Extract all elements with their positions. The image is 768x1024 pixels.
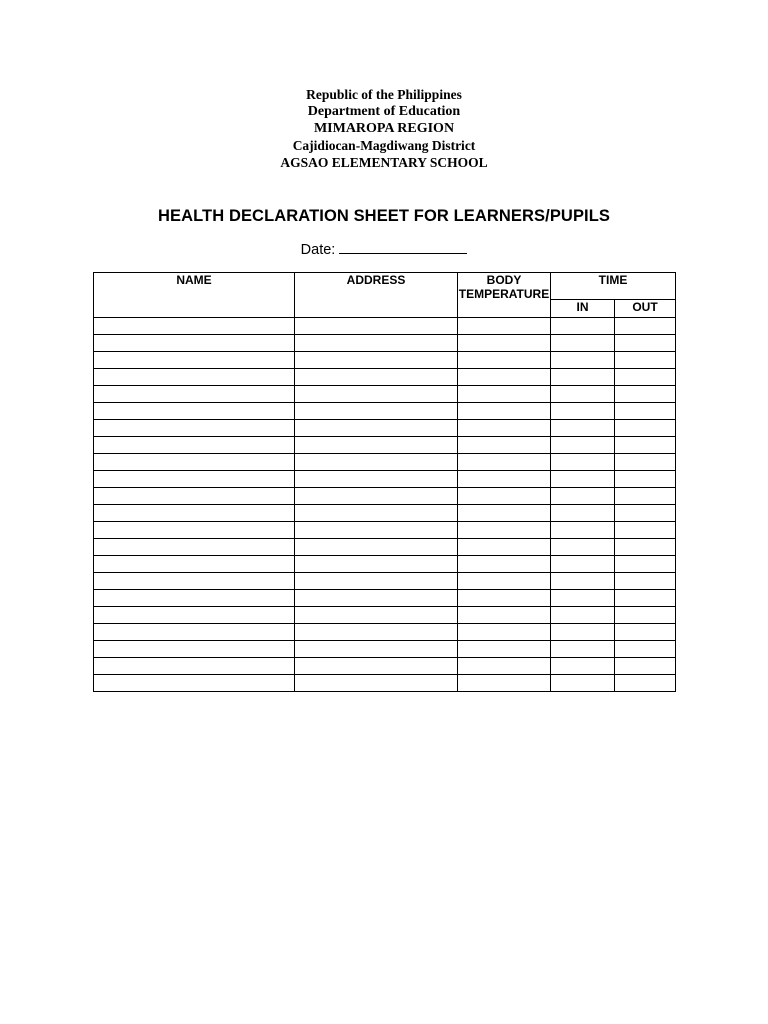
cell-name[interactable] (94, 386, 295, 403)
date-label: Date: (300, 242, 336, 258)
cell-out[interactable] (615, 403, 676, 420)
table-row (94, 522, 676, 539)
cell-name[interactable] (94, 522, 295, 539)
cell-address[interactable] (295, 556, 458, 573)
cell-out[interactable] (615, 488, 676, 505)
cell-temperature[interactable] (458, 505, 551, 522)
table-row (94, 335, 676, 352)
cell-name[interactable] (94, 454, 295, 471)
cell-name[interactable] (94, 437, 295, 454)
cell-out[interactable] (615, 471, 676, 488)
cell-in[interactable] (551, 658, 615, 675)
header-time-in: IN (551, 300, 615, 318)
cell-address[interactable] (295, 539, 458, 556)
header-time: TIME (551, 273, 676, 300)
cell-out[interactable] (615, 369, 676, 386)
header-time-out: OUT (615, 300, 676, 318)
table-row (94, 641, 676, 658)
cell-temperature[interactable] (458, 556, 551, 573)
cell-temperature[interactable] (458, 335, 551, 352)
table-row (94, 420, 676, 437)
cell-name[interactable] (94, 607, 295, 624)
cell-in[interactable] (551, 641, 615, 658)
cell-in[interactable] (551, 335, 615, 352)
cell-in[interactable] (551, 403, 615, 420)
cell-temperature[interactable] (458, 471, 551, 488)
table-row (94, 454, 676, 471)
cell-address[interactable] (295, 335, 458, 352)
table-row (94, 624, 676, 641)
cell-in[interactable] (551, 505, 615, 522)
cell-name[interactable] (94, 488, 295, 505)
cell-out[interactable] (615, 556, 676, 573)
cell-out[interactable] (615, 624, 676, 641)
cell-temperature[interactable] (458, 454, 551, 471)
cell-address[interactable] (295, 675, 458, 692)
cell-address[interactable] (295, 658, 458, 675)
cell-temperature[interactable] (458, 658, 551, 675)
table-row (94, 505, 676, 522)
cell-address[interactable] (295, 641, 458, 658)
cell-in[interactable] (551, 624, 615, 641)
cell-temperature[interactable] (458, 318, 551, 335)
table-row (94, 318, 676, 335)
cell-temperature[interactable] (458, 352, 551, 369)
letterhead-department: Department of Education (307, 104, 461, 119)
cell-name[interactable] (94, 573, 295, 590)
cell-temperature[interactable] (458, 522, 551, 539)
header-body-temperature (458, 273, 551, 318)
cell-out[interactable] (615, 335, 676, 352)
cell-out[interactable] (615, 675, 676, 692)
cell-in[interactable] (551, 386, 615, 403)
cell-out[interactable] (615, 590, 676, 607)
cell-in[interactable] (551, 675, 615, 692)
table-row (94, 607, 676, 624)
cell-out[interactable] (615, 641, 676, 658)
cell-address[interactable] (295, 352, 458, 369)
table-row (94, 352, 676, 369)
cell-temperature[interactable] (458, 437, 551, 454)
cell-in[interactable] (551, 454, 615, 471)
cell-out[interactable] (615, 573, 676, 590)
letterhead (0, 86, 768, 171)
table-row (94, 386, 676, 403)
cell-temperature[interactable] (458, 403, 551, 420)
cell-address[interactable] (295, 590, 458, 607)
table-row (94, 658, 676, 675)
table-row (94, 369, 676, 386)
cell-name[interactable] (94, 471, 295, 488)
date-blank-line[interactable] (339, 241, 467, 254)
cell-address[interactable] (295, 607, 458, 624)
cell-in[interactable] (551, 607, 615, 624)
cell-in[interactable] (551, 352, 615, 369)
cell-temperature[interactable] (458, 641, 551, 658)
cell-out[interactable] (615, 454, 676, 471)
table-row (94, 403, 676, 420)
header-address: ADDRESS (295, 273, 458, 318)
cell-name[interactable] (94, 318, 295, 335)
cell-name[interactable] (94, 556, 295, 573)
cell-out[interactable] (615, 539, 676, 556)
cell-name[interactable] (94, 624, 295, 641)
table-row (94, 590, 676, 607)
table-row (94, 675, 676, 692)
cell-name[interactable] (94, 403, 295, 420)
cell-in[interactable] (551, 556, 615, 573)
cell-temperature[interactable] (458, 369, 551, 386)
table-row (94, 488, 676, 505)
cell-name[interactable] (94, 505, 295, 522)
letterhead-country: Republic of the Philippines (306, 87, 462, 102)
cell-in[interactable] (551, 369, 615, 386)
cell-out[interactable] (615, 420, 676, 437)
date-row (0, 240, 768, 260)
cell-out[interactable] (615, 352, 676, 369)
cell-in[interactable] (551, 522, 615, 539)
cell-in[interactable] (551, 590, 615, 607)
table-row (94, 471, 676, 488)
cell-address[interactable] (295, 420, 458, 437)
table-row (94, 437, 676, 454)
cell-out[interactable] (615, 522, 676, 539)
header-body: BODY (486, 273, 522, 287)
health-declaration-table (93, 272, 676, 692)
cell-name[interactable] (94, 369, 295, 386)
cell-in[interactable] (551, 573, 615, 590)
cell-in[interactable] (551, 420, 615, 437)
cell-out[interactable] (615, 318, 676, 335)
cell-address[interactable] (295, 488, 458, 505)
cell-in[interactable] (551, 539, 615, 556)
cell-address[interactable] (295, 386, 458, 403)
cell-address[interactable] (295, 437, 458, 454)
cell-address[interactable] (295, 522, 458, 539)
cell-out[interactable] (615, 505, 676, 522)
cell-name[interactable] (94, 641, 295, 658)
cell-temperature[interactable] (458, 420, 551, 437)
cell-out[interactable] (615, 437, 676, 454)
letterhead-region: MIMAROPA REGION (313, 121, 455, 136)
cell-in[interactable] (551, 437, 615, 454)
cell-temperature[interactable] (458, 607, 551, 624)
letterhead-school: AGSAO ELEMENTARY SCHOOL (280, 155, 488, 170)
table-row (94, 539, 676, 556)
cell-name[interactable] (94, 335, 295, 352)
cell-out[interactable] (615, 658, 676, 675)
cell-address[interactable] (295, 318, 458, 335)
sheet-title: HEALTH DECLARATION SHEET FOR LEARNERS/PUPILS (157, 207, 611, 225)
cell-name[interactable] (94, 420, 295, 437)
cell-temperature[interactable] (458, 573, 551, 590)
cell-temperature[interactable] (458, 624, 551, 641)
cell-in[interactable] (551, 488, 615, 505)
cell-address[interactable] (295, 403, 458, 420)
table-body (94, 318, 676, 692)
cell-name[interactable] (94, 590, 295, 607)
cell-address[interactable] (295, 471, 458, 488)
header-name: NAME (94, 273, 295, 318)
cell-name[interactable] (94, 539, 295, 556)
table-row (94, 573, 676, 590)
cell-name[interactable] (94, 658, 295, 675)
cell-address[interactable] (295, 454, 458, 471)
cell-out[interactable] (615, 607, 676, 624)
cell-in[interactable] (551, 471, 615, 488)
cell-address[interactable] (295, 624, 458, 641)
cell-temperature[interactable] (458, 675, 551, 692)
cell-name[interactable] (94, 675, 295, 692)
table-row (94, 556, 676, 573)
cell-address[interactable] (295, 573, 458, 590)
cell-in[interactable] (551, 318, 615, 335)
cell-temperature[interactable] (458, 386, 551, 403)
header-temperature: TEMPERATURE (458, 287, 550, 301)
cell-out[interactable] (615, 386, 676, 403)
cell-name[interactable] (94, 352, 295, 369)
cell-temperature[interactable] (458, 488, 551, 505)
cell-address[interactable] (295, 505, 458, 522)
cell-temperature[interactable] (458, 539, 551, 556)
cell-address[interactable] (295, 369, 458, 386)
letterhead-district: Cajidiocan-Magdiwang District (292, 138, 476, 153)
cell-temperature[interactable] (458, 590, 551, 607)
